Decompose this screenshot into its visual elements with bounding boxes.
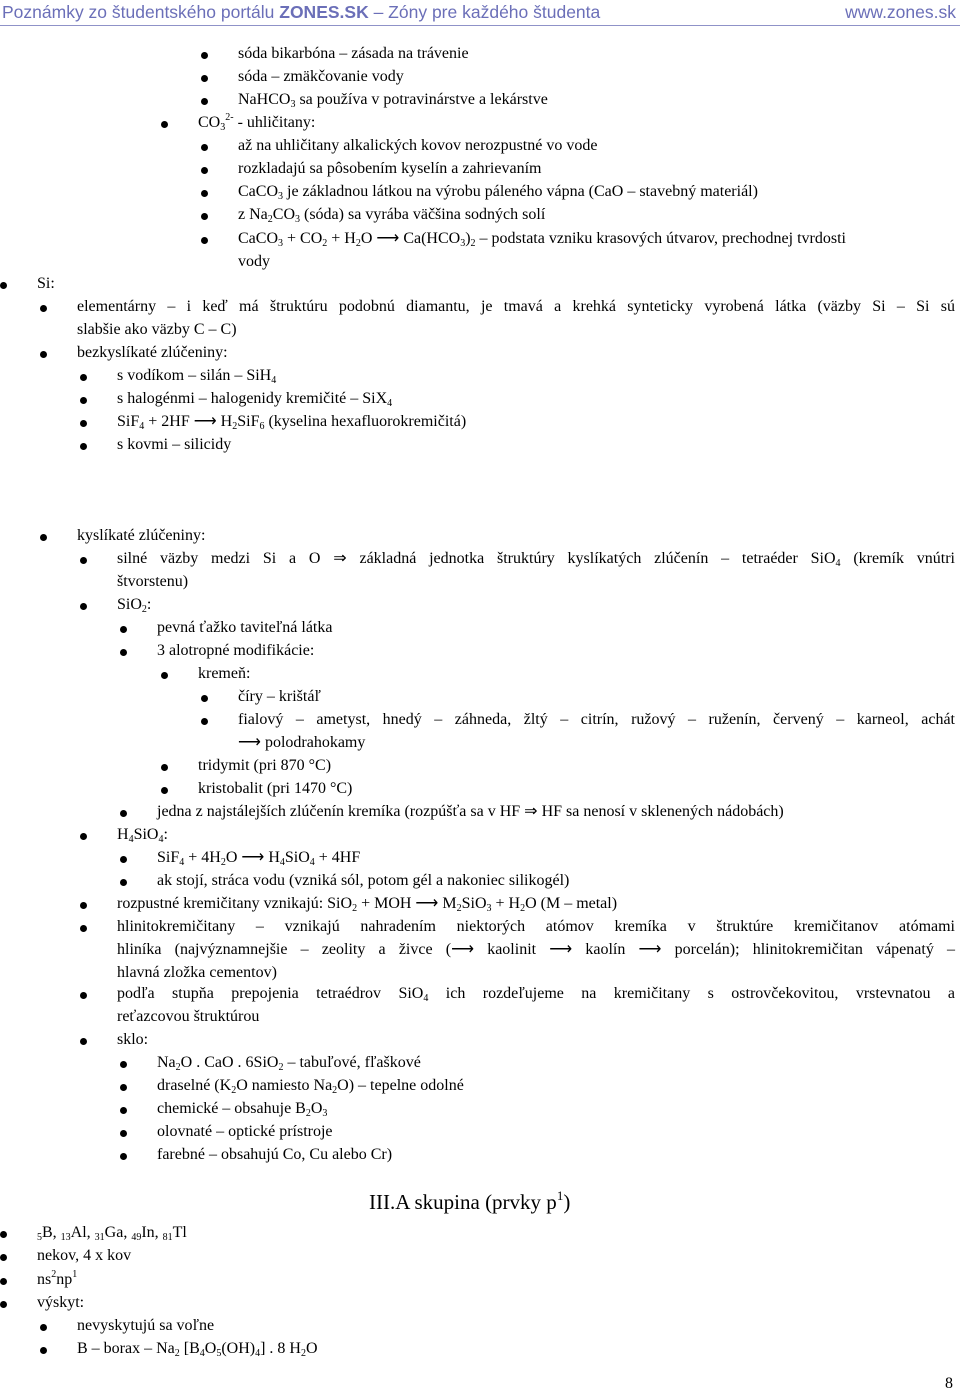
header-title: Poznámky zo študentského portálu ZONES.SK – Zóny pre každého študenta: [2, 2, 601, 22]
list-item-continuation: štvorstenu): [117, 573, 189, 590]
list-item-continuation: hliníka (najvýznamnejšie – zeolity a živce (⟶ kaolinit ⟶ kaolín ⟶ porcelán); hlinitokremičitan vápenatý –: [117, 941, 955, 958]
list-item: B – borax – $Na_2$ $[B_4O_5(OH)_4]$ . 8 $H_2O$: [77, 1340, 318, 1359]
header-url[interactable]: www.zones.sk: [845, 2, 956, 22]
list-item-continuation: reťazcovou štruktúrou: [117, 1008, 260, 1025]
list-item: CaCO$_3$ + $CO_2 + H_2O$ ⟶ $Ca(HCO_3)_2$ – podstata vzniku krasových útvarov, prechodnej tvrdosti: [238, 230, 846, 249]
page-header: [0, 0, 960, 26]
list-item: bezkyslíkaté zlúčeniny:: [77, 344, 228, 361]
section-title: III.A skupina (prvky $p^1$): [369, 1188, 571, 1214]
list-item: rozpustné kremičitany vznikajú: SiO$_2$ + MOH ⟶ $M_2SiO_3 + H_2O$ (M – metal): [117, 895, 618, 914]
list-item-continuation: slabšie ako väzby C – C): [77, 321, 237, 338]
list-item: rozkladajú sa pôsobením kyselín a zahrievaním: [238, 160, 542, 177]
list-item: elementárny – i keď má štruktúru podobnú diamantu, je tmavá a krehká synteticky vyrobená látka (väzby Si – Si sú: [77, 298, 955, 315]
list-item: farebné – obsahujú Co, Cu alebo Cr): [157, 1146, 393, 1163]
list-item: sóda – zmäkčovanie vody: [238, 68, 404, 85]
list-item: NaHCO$_3$ sa používa v potravinárstve a lekárstve: [238, 91, 548, 110]
header-divider: [0, 25, 960, 26]
brand-name: ZONES.SK: [279, 2, 369, 22]
list-item: nevyskytujú sa voľne: [77, 1317, 215, 1334]
list-item: tridymit (pri 870 °C): [198, 757, 332, 774]
list-item: až na uhličitany alkalických kovov nerozpustné vo vode: [238, 137, 598, 154]
list-item: jedna z najstálejších zlúčenín kremíka (rozpúšťa sa v HF ⇒ HF sa nenosí v sklenených nádobách): [157, 803, 784, 820]
list-item: CaCO$_3$ je základnou látkou na výrobu páleného vápna (CaO – stavebný materiál): [238, 183, 758, 202]
list-item: z $Na_2CO_3$ (sóda) sa vyrába väčšina sodných solí: [238, 206, 546, 225]
list-item: $ns^2np^1$: [37, 1269, 78, 1288]
list-item: pevná ťažko taviteľná látka: [157, 619, 333, 636]
page-number: 8: [945, 1375, 953, 1392]
list-item: výskyt:: [37, 1294, 85, 1311]
list-item: SiF$_4$ + 2HF ⟶ $H_2SiF_6$ (kyselina hexafluorokremičitá): [117, 413, 467, 432]
list-item: olovnaté – optické prístroje: [157, 1123, 333, 1140]
list-item: kremeň:: [198, 665, 251, 682]
list-item: $SiF_4 + 4H_2O$ ⟶ $H_4SiO_4 + 4HF$: [157, 849, 361, 868]
list-item: draselné ($K_2O$ namiesto $Na_2O$) – tepelne odolné: [157, 1077, 464, 1096]
list-item: sklo:: [117, 1031, 149, 1048]
list-item-continuation: vody: [238, 253, 270, 270]
list-item: sóda bikarbóna – zásada na trávenie: [238, 45, 469, 62]
list-item: $CO_3^{2-}$ - uhličitany:: [198, 112, 316, 133]
list-item: nekov, 4 x kov: [37, 1247, 132, 1264]
list-item: s halogénmi – halogenidy kremičité – SiX$_4$: [117, 390, 393, 409]
list-item: s kovmi – silicidy: [117, 436, 232, 453]
list-item: číry – krištáľ: [238, 688, 321, 705]
list-item: fialový – ametyst, hnedý – záhneda, žltý – citrín, ružový – ruženín, červený – karneol, achát: [238, 711, 955, 728]
list-item: $_5$B, $_{13}$Al, $_{31}$Ga, $_{49}$In, $_{81}$Tl: [37, 1224, 187, 1243]
list-item: chemické – obsahuje $B_2O_3$: [157, 1100, 328, 1119]
list-item: hlinitokremičitany – vznikajú nahradením niektorých atómov kremíka v štruktúre kremičitanov atómami: [117, 918, 955, 935]
list-item: kyslíkaté zlúčeniny:: [77, 527, 206, 544]
list-item: $H_4SiO_4$:: [117, 826, 168, 845]
list-item: s vodíkom – silán – SiH$_4$: [117, 367, 277, 386]
list-item: silné väzby medzi Si a O ⇒ základná jednotka štruktúry kyslíkatých zlúčenín – tetraéder SiO$_4$ (kremík vnútri: [117, 550, 955, 569]
list-item: SiO$_2$:: [117, 596, 152, 615]
list-item: Si:: [37, 275, 55, 292]
list-item: ak stojí, stráca vodu (vzniká sól, potom gél a nakoniec silikogél): [157, 872, 570, 889]
list-item: $Na_2O$ . CaO . 6SiO$_2$ – tabuľové, fľaškové: [157, 1054, 421, 1073]
list-item: kristobalit (pri 1470 °C): [198, 780, 353, 797]
list-item-continuation: ⟶ polodrahokamy: [238, 734, 366, 751]
list-item: podľa stupňa prepojenia tetraédrov SiO$_4$ ich rozdeľujeme na kremičitany s ostrovčekovitou, vrstevnatou a: [117, 985, 955, 1004]
list-item-continuation: hlavná zložka cementov): [117, 964, 277, 981]
list-item: 3 alotropné modifikácie:: [157, 642, 315, 659]
